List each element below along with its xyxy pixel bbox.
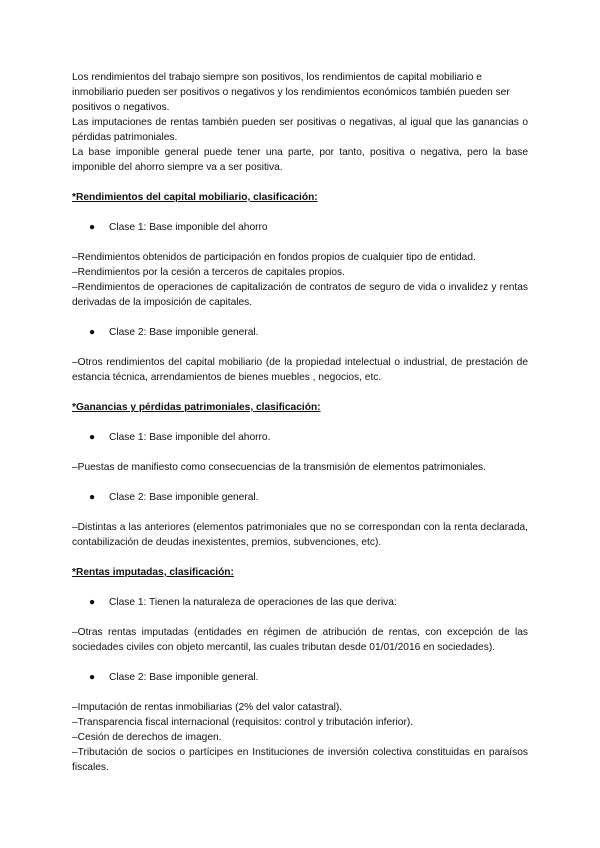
bullet-clase-2: ● Clase 2: Base imponible general. (89, 327, 259, 338)
intro-paragraph-1: Los rendimientos del trabajo siempre son positivos, los rendimientos de capital mobiliario e inmobiliario pueden ser positivos o negativos y los rendimientos económicos también pueden ser positivos o negativos. (72, 72, 510, 113)
list-item: –Puestas de manifiesto como consecuencias de la transmisión de elementos patrimoniales. (72, 462, 486, 473)
bullet-icon: ● (89, 597, 96, 608)
bullet-icon: ● (89, 222, 96, 233)
bullet-clase-1: ● Clase 1: Base imponible del ahorro (89, 222, 268, 233)
bullet-clase-2: ● Clase 2: Base imponible general. (89, 672, 259, 683)
list-item: –Transparencia fiscal internacional (requisitos: control y tributación inferior). (72, 717, 414, 728)
intro-paragraph-3: La base imponible general puede tener una parte, por tanto, positiva o negativa, pero la base imponible del ahorro siempre va a ser positiva. (72, 147, 528, 173)
list-item: –Distintas a las anteriores (elementos patrimoniales que no se correspondan con la renta declarada, contabilización de deudas inexistentes, premios, subvenciones, etc). (72, 522, 528, 548)
list-item: –Imputación de rentas inmobiliarias (2% del valor catastral). (72, 702, 343, 713)
bullet-clase-1: ● Clase 1: Base imponible del ahorro. (89, 432, 271, 443)
section-heading-rentas-imputadas: *Rentas imputadas, clasificación: (72, 567, 234, 578)
bullet-icon: ● (89, 672, 96, 683)
bullet-clase-1: ● Clase 1: Tienen la naturaleza de operaciones de las que deriva: (89, 597, 397, 608)
section-heading-ganancias-perdidas: *Ganancias y pérdidas patrimoniales, clasificación: (72, 402, 321, 413)
bullet-icon: ● (89, 327, 96, 338)
bullet-icon: ● (89, 432, 96, 443)
bullet-icon: ● (89, 492, 96, 503)
list-item: –Otros rendimientos del capital mobiliario (de la propiedad intelectual o industrial, de prestación de estancia técnica, arrendamientos de bienes muebles , negocios, etc. (72, 357, 528, 383)
list-item: –Otras rentas imputadas (entidades en régimen de atribución de rentas, con excepción de las sociedades civiles con objeto mercantil, las cuales tributan desde 01/01/2016 en sociedades). (72, 627, 528, 653)
list-item: –Tributación de socios o partícipes en Instituciones de inversión colectiva constituidas en paraísos fiscales. (72, 747, 528, 773)
list-item: –Rendimientos por la cesión a terceros de capitales propios. (72, 267, 345, 278)
list-item: –Rendimientos obtenidos de participación en fondos propios de cualquier tipo de entidad. (72, 252, 476, 263)
list-item: –Cesión de derechos de imagen. (72, 732, 222, 743)
bullet-clase-2: ● Clase 2: Base imponible general. (89, 492, 259, 503)
list-item: –Rendimientos de operaciones de capitalización de contratos de seguro de vida o invalidez y rentas derivadas de la imposición de capitales. (72, 282, 528, 308)
section-heading-capital-mobiliario: *Rendimientos del capital mobiliario, clasificación: (72, 192, 318, 203)
intro-paragraph-2: Las imputaciones de rentas también pueden ser positivas o negativas, al igual que las ganancias o pérdidas patrimoniales. (72, 117, 528, 143)
